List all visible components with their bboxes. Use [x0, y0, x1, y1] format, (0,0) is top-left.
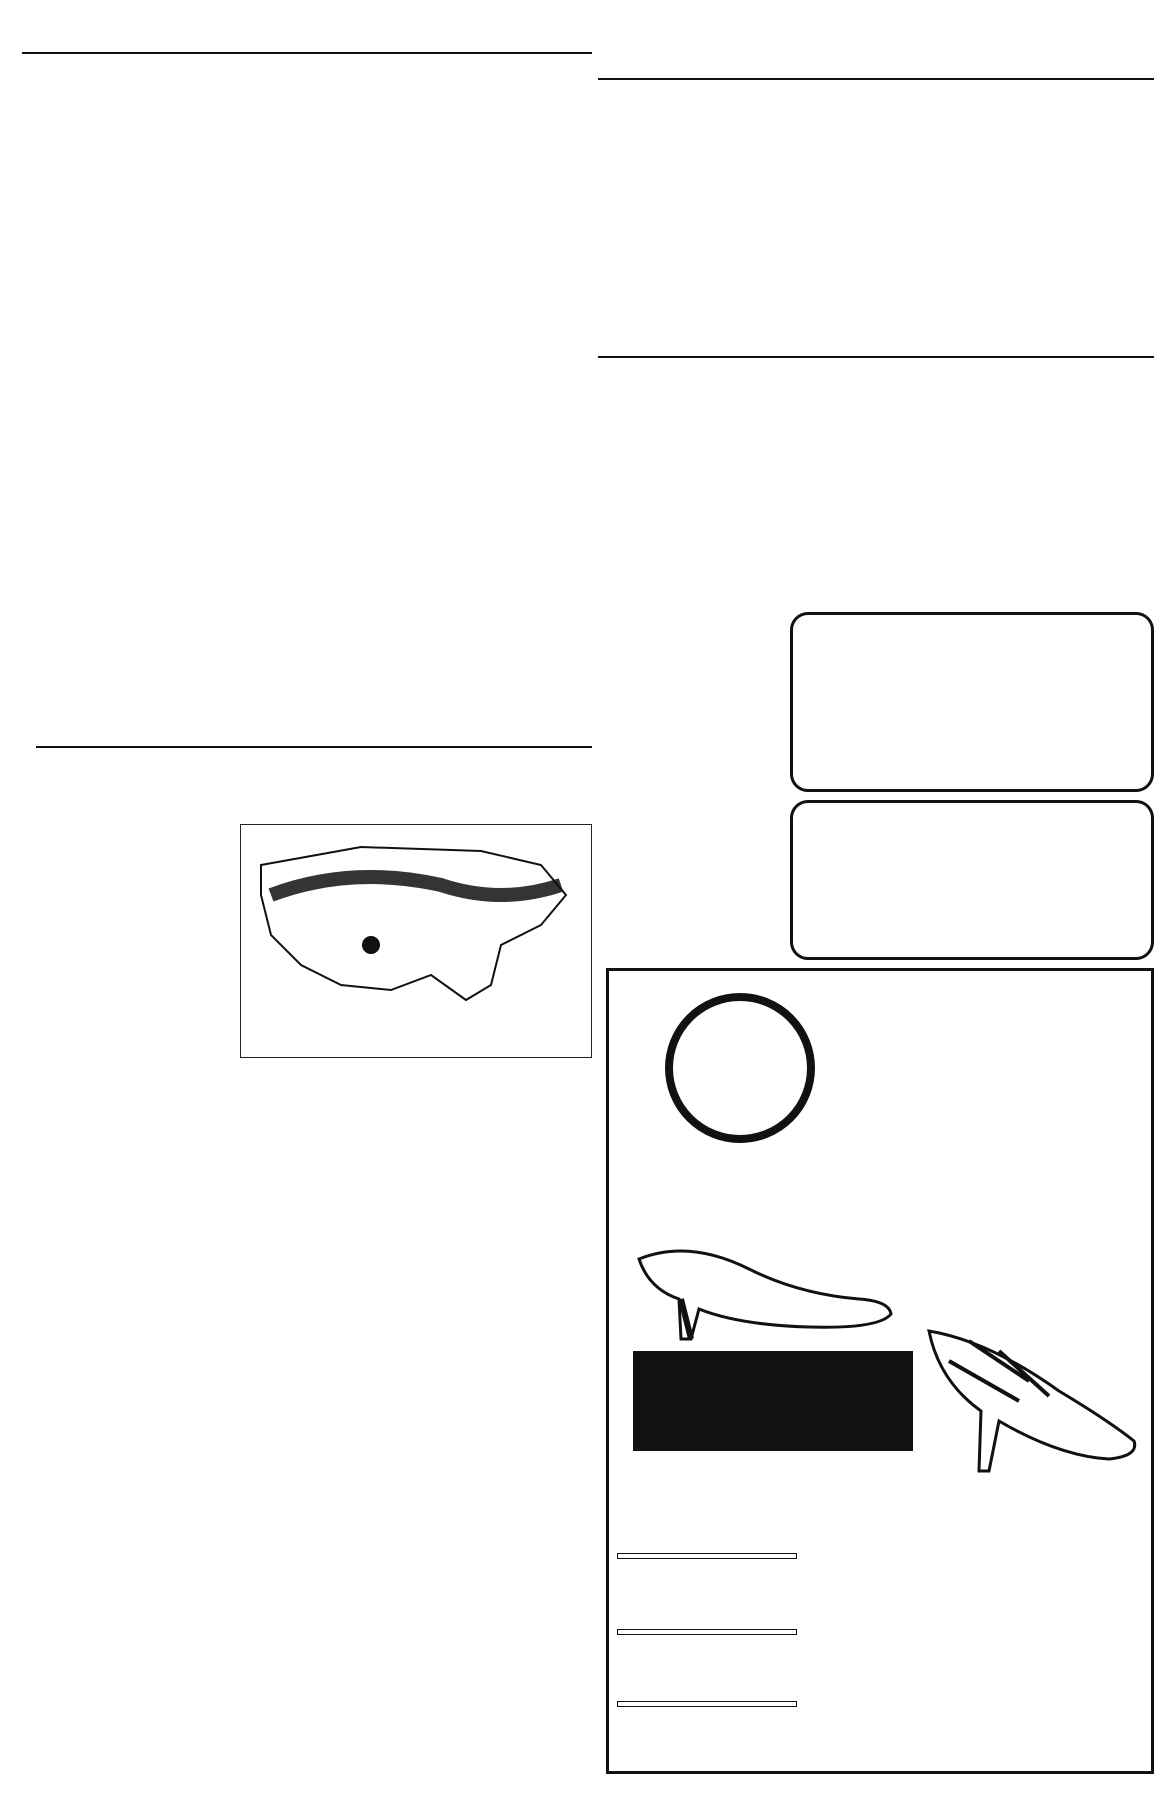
weather-map — [240, 824, 592, 1058]
mob-column-1 — [598, 408, 778, 1022]
mob-column-2 — [782, 370, 962, 606]
wilderness-rule — [598, 78, 1154, 80]
mob-flag — [600, 362, 720, 402]
mob-rule — [598, 356, 1154, 358]
ad-item-desc-box — [617, 1629, 797, 1635]
ad-item-price — [947, 1561, 1087, 1611]
ad-item-desc-box — [617, 1553, 797, 1559]
wilderness-column-3 — [966, 82, 1156, 352]
ad-item-revelations — [617, 1699, 1137, 1769]
sandal-icon — [909, 1271, 1149, 1481]
ad-plankey — [790, 612, 1154, 792]
ad-operated-by — [623, 1159, 913, 1177]
weather-flag — [40, 750, 580, 788]
ad-shoe-footer — [606, 1776, 1154, 1798]
ad-item-price — [857, 1711, 1137, 1761]
ad-item-california-debs — [617, 1627, 1137, 1697]
ad-store-script — [779, 1101, 899, 1131]
us-map-icon — [241, 825, 591, 1057]
mob-column-3 — [966, 370, 1156, 606]
ad-item-hush-puppies — [617, 1551, 1137, 1621]
late-news-column-1 — [36, 84, 316, 744]
weather-rule — [36, 746, 592, 748]
ad-item-price — [947, 1637, 1087, 1687]
ad-item-desc-box — [617, 1701, 797, 1707]
wilderness-column-2 — [782, 82, 962, 352]
ad-langley-greenwood — [790, 800, 1154, 960]
late-news-flag — [36, 48, 276, 82]
pump-shoe-icon — [629, 1199, 899, 1349]
ad-savings-banner — [633, 1351, 913, 1451]
wilderness-column-1 — [598, 82, 778, 352]
wilderness-flag — [600, 40, 1000, 78]
ad-interco — [669, 1177, 869, 1193]
late-news-column-2 — [318, 84, 588, 744]
forecast-column — [36, 824, 236, 1324]
ad-womens-heading — [633, 1497, 933, 1547]
weather-headline — [40, 794, 590, 824]
ad-sale-banner — [909, 987, 1149, 1257]
ad-shoe-sale — [606, 968, 1154, 1774]
